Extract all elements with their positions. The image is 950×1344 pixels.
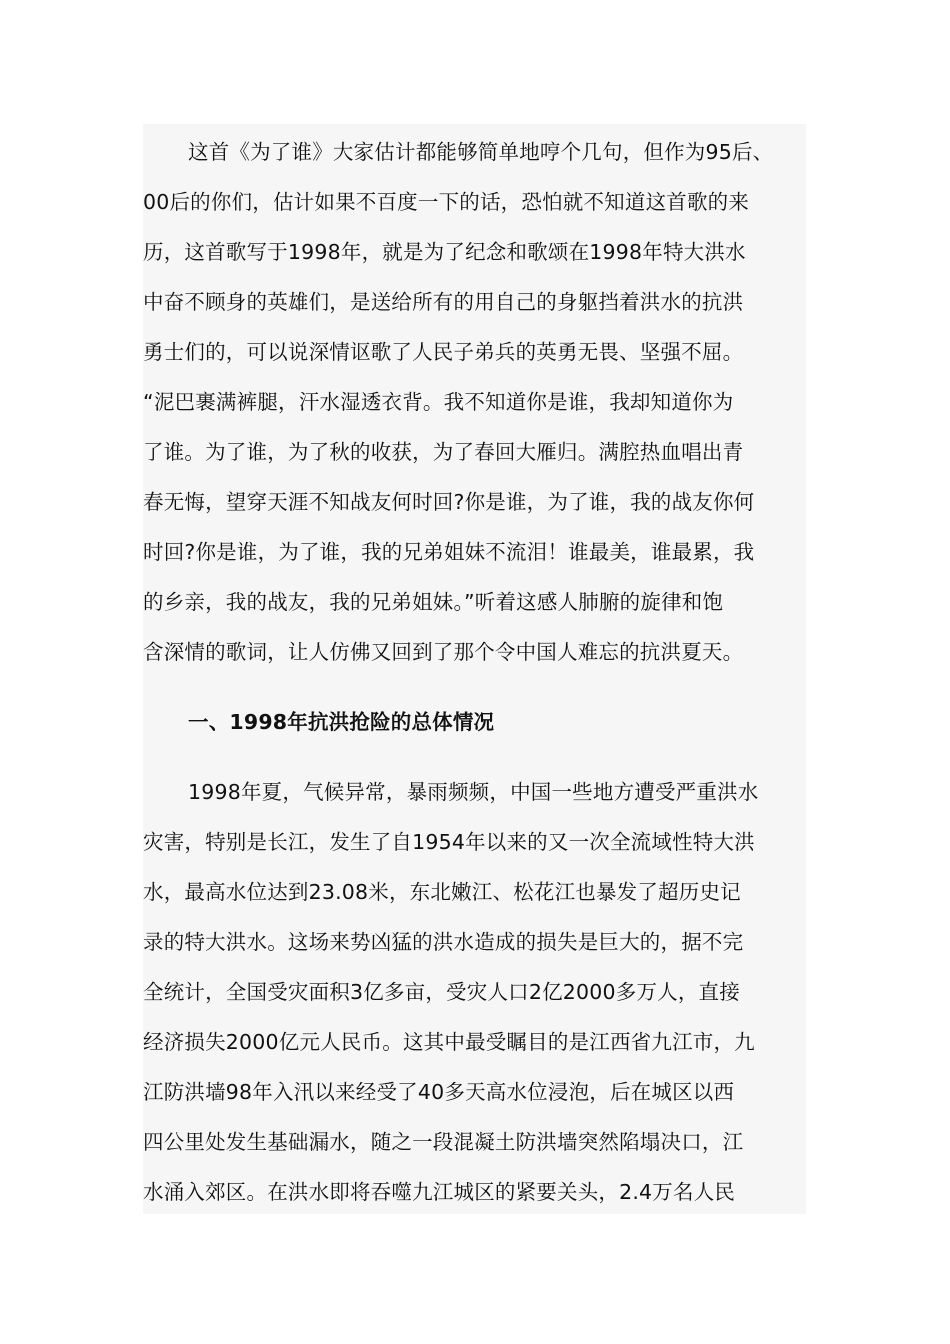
paragraph-line: 1998年夏，气候异常，暴雨频频，中国一些地方遭受严重洪水 bbox=[188, 780, 759, 804]
paragraph-line: 春无悔，望穿天涯不知战友何时回?你是谁，为了谁，我的战友你何 bbox=[143, 490, 755, 514]
paragraph-line: 00后的你们，估计如果不百度一下的话，恐怕就不知道这首歌的来 bbox=[143, 190, 750, 214]
paragraph-line: 时回?你是谁，为了谁，我的兄弟姐妹不流泪！谁最美，谁最累，我 bbox=[143, 540, 755, 564]
paragraph-line: 历，这首歌写于1998年，就是为了纪念和歌颂在1998年特大洪水 bbox=[143, 240, 746, 264]
paragraph-line: “泥巴裹满裤腿，汗水湿透衣背。我不知道你是谁，我却知道你为 bbox=[143, 390, 734, 414]
paragraph-line: 这首《为了谁》大家估计都能够简单地哼个几句，但作为95后、 bbox=[188, 140, 774, 164]
paragraph-line: 水，最高水位达到23.08米，东北嫩江、松花江也暴发了超历史记 bbox=[143, 880, 741, 904]
paragraph-line: 中奋不顾身的英雄们，是送给所有的用自己的身躯挡着洪水的抗洪 bbox=[143, 290, 744, 314]
paragraph-line: 含深情的歌词，让人仿佛又回到了那个令中国人难忘的抗洪夏天。 bbox=[143, 640, 744, 664]
paragraph-line: 灾害，特别是长江，发生了自1954年以来的又一次全流域性特大洪 bbox=[143, 830, 755, 854]
paragraph-line: 水涌入郊区。在洪水即将吞噬九江城区的紧要关头，2.4万名人民 bbox=[143, 1180, 736, 1204]
paragraph-line: 了谁。为了谁，为了秋的收获，为了春回大雁归。满腔热血唱出青 bbox=[143, 440, 744, 464]
paragraph-line: 的乡亲，我的战友，我的兄弟姐妹。”听着这感人肺腑的旋律和饱 bbox=[143, 590, 724, 614]
paragraph-line: 江防洪墙98年入汛以来经受了40多天高水位浸泡，后在城区以西 bbox=[143, 1080, 735, 1104]
text-block bbox=[143, 124, 806, 1214]
paragraph-line: 勇士们的，可以说深情讴歌了人民子弟兵的英勇无畏、坚强不屈。 bbox=[143, 340, 744, 364]
paragraph-line: 经济损失2000亿元人民币。这其中最受瞩目的是江西省九江市，九 bbox=[143, 1030, 755, 1054]
paragraph-line: 录的特大洪水。这场来势凶猛的洪水造成的损失是巨大的，据不完 bbox=[143, 930, 744, 954]
paragraph-line: 四公里处发生基础漏水，随之一段混凝土防洪墙突然陷塌决口，江 bbox=[143, 1130, 744, 1154]
paragraph-line: 全统计，全国受灾面积3亿多亩，受灾人口2亿2000多万人，直接 bbox=[143, 980, 740, 1004]
section-heading: 一、1998年抗洪抢险的总体情况 bbox=[188, 710, 495, 734]
